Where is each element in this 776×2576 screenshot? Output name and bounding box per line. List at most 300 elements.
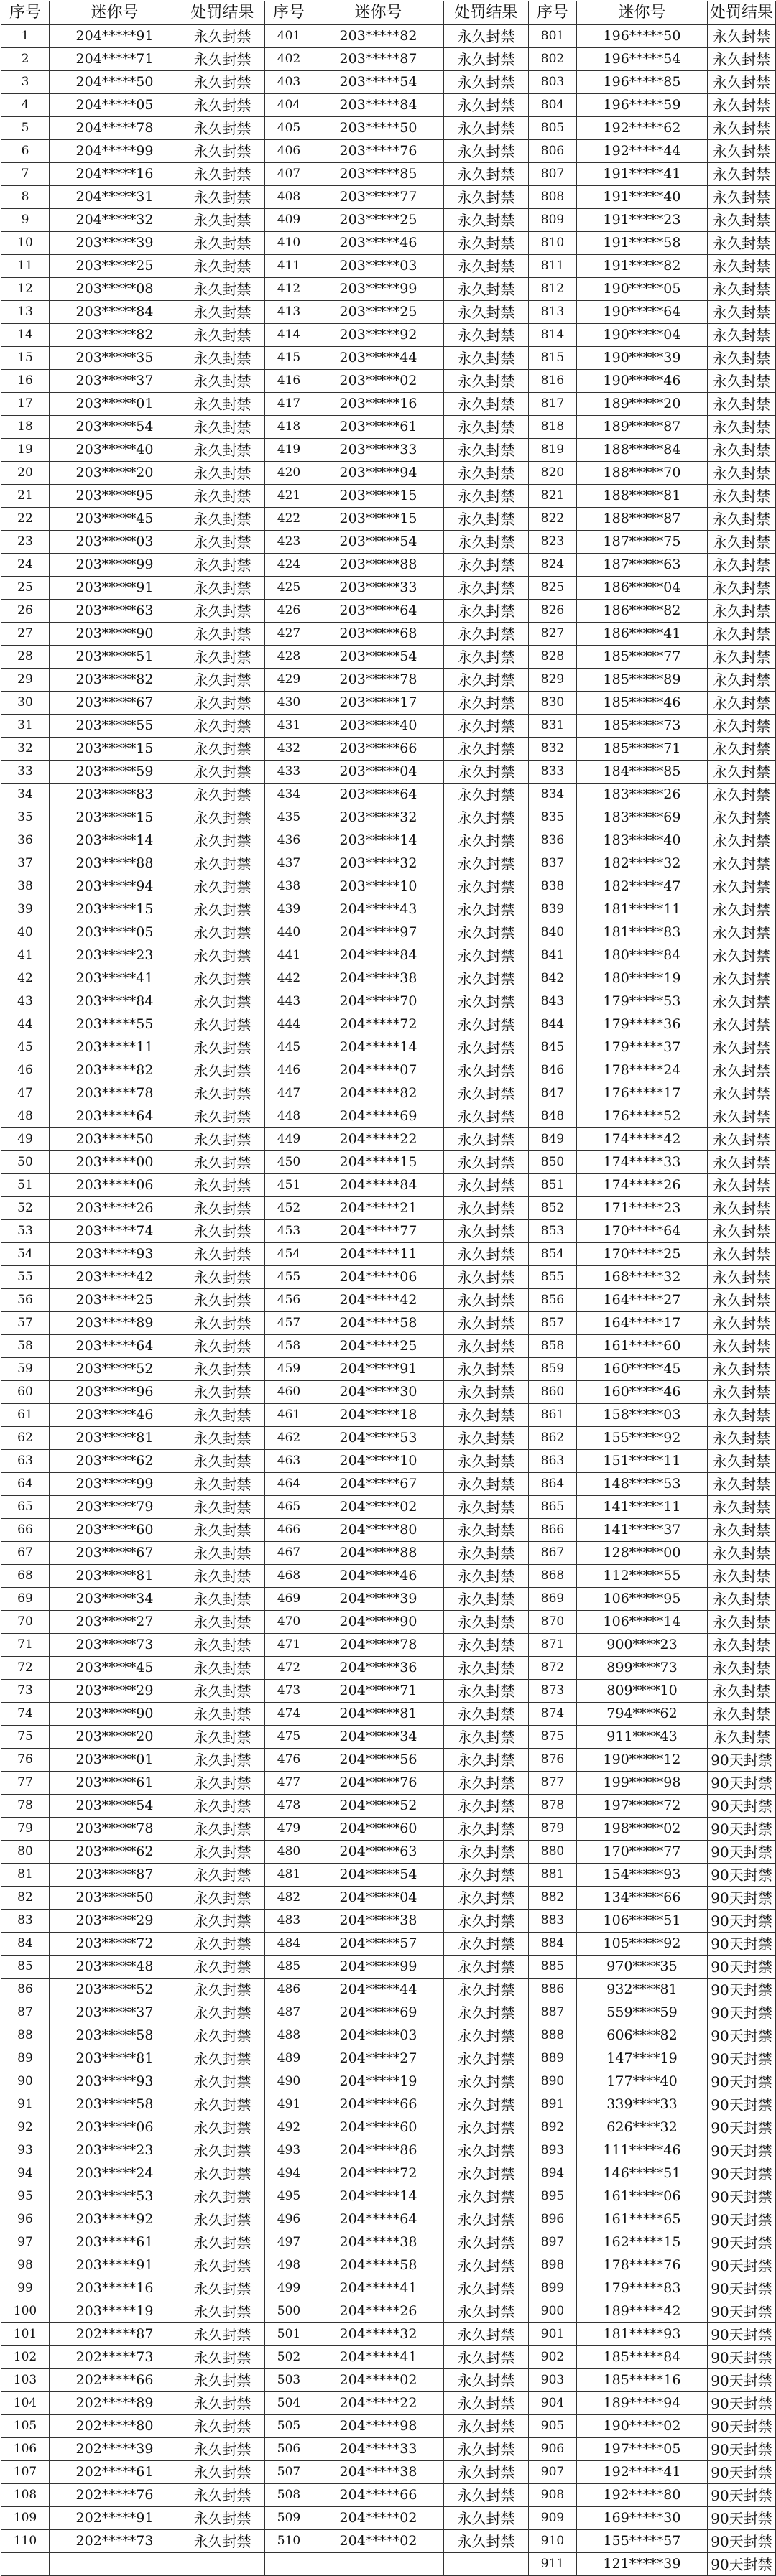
seq-cell: 461	[265, 1404, 313, 1427]
penalty-cell: 永久封禁	[180, 94, 265, 117]
mini-id-cell: 203*****35	[50, 347, 180, 370]
mini-id-cell: 204*****97	[313, 921, 444, 944]
mini-id-cell: 170*****25	[577, 1243, 708, 1266]
seq-cell: 16	[1, 370, 50, 393]
header-seq: 序号	[1, 1, 50, 25]
penalty-cell: 永久封禁	[444, 1013, 529, 1036]
mini-id-cell: 203*****06	[50, 1174, 180, 1197]
penalty-cell: 永久封禁	[444, 370, 529, 393]
table-row	[1, 25, 776, 48]
mini-id-cell: 203*****37	[50, 2001, 180, 2024]
penalty-cell: 永久封禁	[444, 48, 529, 71]
seq-cell: 859	[529, 1358, 577, 1381]
penalty-cell: 永久封禁	[708, 646, 776, 669]
penalty-cell: 永久封禁	[444, 944, 529, 967]
table-row	[1, 2024, 776, 2047]
seq-cell: 870	[529, 1611, 577, 1634]
penalty-cell: 永久封禁	[180, 2346, 265, 2369]
penalty-cell: 永久封禁	[180, 921, 265, 944]
penalty-cell: 永久封禁	[180, 485, 265, 508]
seq-cell: 833	[529, 761, 577, 784]
penalty-cell: 永久封禁	[444, 1910, 529, 1933]
mini-id-cell: 203*****61	[50, 2231, 180, 2254]
seq-cell: 844	[529, 1013, 577, 1036]
mini-id-cell: 203*****92	[50, 2208, 180, 2231]
mini-id-cell: 203*****25	[313, 301, 444, 324]
mini-id-cell: 203*****61	[50, 1772, 180, 1795]
mini-id-cell: 203*****32	[313, 852, 444, 875]
mini-id-cell: 203*****88	[313, 554, 444, 577]
seq-cell: 886	[529, 1979, 577, 2001]
mini-id-cell: 203*****05	[50, 921, 180, 944]
ban-list-body	[1, 25, 776, 2576]
mini-id-cell: 204*****88	[313, 1542, 444, 1565]
penalty-cell: 90天封禁	[708, 1749, 776, 1772]
seq-cell: 401	[265, 25, 313, 48]
seq-cell: 471	[265, 1634, 313, 1657]
mini-id-cell: 134*****66	[577, 1887, 708, 1910]
mini-id-cell: 204*****02	[313, 2369, 444, 2392]
mini-id-cell: 204*****66	[313, 2484, 444, 2507]
mini-id-cell: 176*****17	[577, 1082, 708, 1105]
mini-id-cell: 191*****23	[577, 209, 708, 232]
penalty-cell: 永久封禁	[180, 1082, 265, 1105]
seq-cell: 487	[265, 2001, 313, 2024]
table-row	[1, 71, 776, 94]
penalty-cell: 永久封禁	[180, 301, 265, 324]
penalty-cell: 永久封禁	[444, 2300, 529, 2323]
table-row	[1, 1105, 776, 1128]
mini-id-cell: 202*****39	[50, 2438, 180, 2461]
seq-cell: 432	[265, 738, 313, 761]
mini-id-cell	[50, 2553, 180, 2576]
seq-cell: 59	[1, 1358, 50, 1381]
mini-id-cell: 203*****27	[50, 1611, 180, 1634]
mini-id-cell: 185*****46	[577, 692, 708, 715]
mini-id-cell: 204*****42	[313, 1289, 444, 1312]
mini-id-cell: 160*****46	[577, 1381, 708, 1404]
penalty-cell: 永久封禁	[180, 2093, 265, 2116]
mini-id-cell: 203*****52	[50, 1358, 180, 1381]
seq-cell: 466	[265, 1519, 313, 1542]
penalty-cell: 永久封禁	[444, 2346, 529, 2369]
seq-cell: 53	[1, 1220, 50, 1243]
mini-id-cell: 203*****23	[50, 944, 180, 967]
seq-cell: 72	[1, 1657, 50, 1680]
mini-id-cell: 203*****84	[313, 94, 444, 117]
penalty-cell: 永久封禁	[180, 2185, 265, 2208]
penalty-cell: 永久封禁	[180, 669, 265, 692]
seq-cell: 847	[529, 1082, 577, 1105]
mini-id-cell: 204*****38	[313, 967, 444, 990]
mini-id-cell: 203*****93	[50, 2070, 180, 2093]
seq-cell: 852	[529, 1197, 577, 1220]
seq-cell: 483	[265, 1910, 313, 1933]
seq-cell: 842	[529, 967, 577, 990]
penalty-cell: 永久封禁	[180, 1726, 265, 1749]
mini-id-cell: 203*****40	[50, 439, 180, 462]
mini-id-cell: 204*****33	[313, 2438, 444, 2461]
table-row	[1, 1634, 776, 1657]
seq-cell: 453	[265, 1220, 313, 1243]
mini-id-cell: 155*****57	[577, 2530, 708, 2553]
penalty-cell: 永久封禁	[180, 2530, 265, 2553]
penalty-cell: 永久封禁	[708, 1680, 776, 1703]
penalty-cell: 90天封禁	[708, 1933, 776, 1956]
seq-cell: 32	[1, 738, 50, 761]
seq-cell: 410	[265, 232, 313, 255]
seq-cell: 107	[1, 2461, 50, 2484]
mini-id-cell: 203*****02	[313, 370, 444, 393]
mini-id-cell: 203*****19	[50, 2300, 180, 2323]
seq-cell: 446	[265, 1059, 313, 1082]
seq-cell: 826	[529, 600, 577, 623]
penalty-cell: 永久封禁	[444, 852, 529, 875]
mini-id-cell: 203*****76	[313, 140, 444, 163]
mini-id-cell: 161*****06	[577, 2185, 708, 2208]
mini-id-cell: 203*****11	[50, 1036, 180, 1059]
penalty-cell: 永久封禁	[444, 2024, 529, 2047]
mini-id-cell: 203*****01	[50, 1749, 180, 1772]
penalty-cell: 永久封禁	[444, 2093, 529, 2116]
mini-id-cell: 203*****00	[50, 1151, 180, 1174]
seq-cell: 830	[529, 692, 577, 715]
mini-id-cell: 191*****41	[577, 163, 708, 186]
penalty-cell: 永久封禁	[708, 508, 776, 531]
mini-id-cell: 203*****87	[50, 1864, 180, 1887]
penalty-cell: 永久封禁	[444, 2369, 529, 2392]
seq-cell: 874	[529, 1703, 577, 1726]
penalty-cell: 永久封禁	[180, 1772, 265, 1795]
seq-cell: 473	[265, 1680, 313, 1703]
table-row	[1, 140, 776, 163]
mini-id-cell: 203*****78	[50, 1818, 180, 1841]
mini-id-cell: 204*****06	[313, 1266, 444, 1289]
table-row	[1, 2277, 776, 2300]
penalty-cell: 永久封禁	[444, 1036, 529, 1059]
penalty-cell: 永久封禁	[180, 1036, 265, 1059]
seq-cell: 851	[529, 1174, 577, 1197]
mini-id-cell: 185*****84	[577, 2346, 708, 2369]
seq-cell: 841	[529, 944, 577, 967]
penalty-cell: 永久封禁	[708, 600, 776, 623]
penalty-cell: 永久封禁	[708, 967, 776, 990]
table-row	[1, 1381, 776, 1404]
mini-id-cell: 204*****36	[313, 1657, 444, 1680]
mini-id-cell: 204*****91	[313, 1358, 444, 1381]
seq-cell: 839	[529, 898, 577, 921]
penalty-cell: 永久封禁	[444, 554, 529, 577]
seq-cell: 89	[1, 2047, 50, 2070]
mini-id-cell: 174*****26	[577, 1174, 708, 1197]
mini-id-cell: 188*****87	[577, 508, 708, 531]
table-row	[1, 1404, 776, 1427]
seq-cell: 10	[1, 232, 50, 255]
penalty-cell: 永久封禁	[708, 416, 776, 439]
mini-id-cell: 189*****87	[577, 416, 708, 439]
table-row	[1, 2116, 776, 2139]
seq-cell: 893	[529, 2139, 577, 2162]
penalty-cell: 永久封禁	[708, 94, 776, 117]
seq-cell: 846	[529, 1059, 577, 1082]
mini-id-cell: 203*****52	[50, 1979, 180, 2001]
mini-id-cell: 187*****63	[577, 554, 708, 577]
seq-cell: 426	[265, 600, 313, 623]
seq-cell: 15	[1, 347, 50, 370]
table-row	[1, 1887, 776, 1910]
penalty-cell: 永久封禁	[708, 852, 776, 875]
table-row	[1, 1956, 776, 1979]
penalty-cell: 永久封禁	[444, 761, 529, 784]
mini-id-cell: 203*****45	[50, 1657, 180, 1680]
mini-id-cell: 203*****93	[50, 1243, 180, 1266]
mini-id-cell: 203*****58	[50, 2024, 180, 2047]
seq-cell: 481	[265, 1864, 313, 1887]
penalty-cell: 永久封禁	[180, 2231, 265, 2254]
penalty-cell: 永久封禁	[708, 1588, 776, 1611]
mini-id-cell: 204*****22	[313, 1128, 444, 1151]
mini-id-cell: 158*****03	[577, 1404, 708, 1427]
seq-cell: 444	[265, 1013, 313, 1036]
seq-cell: 435	[265, 806, 313, 829]
header-seq: 序号	[529, 1, 577, 25]
mini-id-cell: 204*****67	[313, 1473, 444, 1496]
mini-id-cell: 203*****15	[313, 508, 444, 531]
penalty-cell: 永久封禁	[708, 1335, 776, 1358]
mini-id-cell: 203*****42	[50, 1266, 180, 1289]
seq-cell: 458	[265, 1335, 313, 1358]
seq-cell: 827	[529, 623, 577, 646]
table-row	[1, 1220, 776, 1243]
mini-id-cell: 192*****44	[577, 140, 708, 163]
seq-cell: 869	[529, 1588, 577, 1611]
penalty-cell: 永久封禁	[444, 1358, 529, 1381]
seq-cell: 462	[265, 1427, 313, 1450]
mini-id-cell: 204*****76	[313, 1772, 444, 1795]
seq-cell: 454	[265, 1243, 313, 1266]
table-row	[1, 2415, 776, 2438]
penalty-cell: 永久封禁	[444, 967, 529, 990]
seq-cell: 803	[529, 71, 577, 94]
mini-id-cell: 204*****38	[313, 2461, 444, 2484]
seq-cell: 501	[265, 2323, 313, 2346]
mini-id-cell: 174*****42	[577, 1128, 708, 1151]
seq-cell: 70	[1, 1611, 50, 1634]
seq-cell: 416	[265, 370, 313, 393]
penalty-cell: 永久封禁	[444, 2415, 529, 2438]
penalty-cell: 永久封禁	[444, 1312, 529, 1335]
penalty-cell: 永久封禁	[180, 761, 265, 784]
mini-id-cell: 128*****00	[577, 1542, 708, 1565]
table-row	[1, 1289, 776, 1312]
mini-id-cell: 197*****05	[577, 2438, 708, 2461]
seq-cell: 891	[529, 2093, 577, 2116]
mini-id-cell: 203*****54	[50, 1795, 180, 1818]
penalty-cell: 永久封禁	[444, 2208, 529, 2231]
penalty-cell: 永久封禁	[708, 1151, 776, 1174]
penalty-cell: 90天封禁	[708, 2162, 776, 2185]
mini-id-cell: 111*****46	[577, 2139, 708, 2162]
header-seq: 序号	[265, 1, 313, 25]
penalty-cell: 永久封禁	[444, 600, 529, 623]
seq-cell: 55	[1, 1266, 50, 1289]
mini-id-cell: 203*****16	[50, 2277, 180, 2300]
penalty-cell: 永久封禁	[180, 967, 265, 990]
mini-id-cell: 204*****86	[313, 2139, 444, 2162]
table-row	[1, 2461, 776, 2484]
seq-cell: 427	[265, 623, 313, 646]
seq-cell: 884	[529, 1933, 577, 1956]
seq-cell: 43	[1, 990, 50, 1013]
seq-cell: 413	[265, 301, 313, 324]
seq-cell: 889	[529, 2047, 577, 2070]
mini-id-cell: 203*****90	[50, 1703, 180, 1726]
penalty-cell: 永久封禁	[444, 1289, 529, 1312]
seq-cell: 21	[1, 485, 50, 508]
seq-cell: 816	[529, 370, 577, 393]
seq-cell: 443	[265, 990, 313, 1013]
penalty-cell: 永久封禁	[180, 2323, 265, 2346]
header-penalty: 处罚结果	[708, 1, 776, 25]
seq-cell: 11	[1, 255, 50, 278]
table-row	[1, 1818, 776, 1841]
seq-cell: 22	[1, 508, 50, 531]
seq-cell: 504	[265, 2392, 313, 2415]
seq-cell: 493	[265, 2139, 313, 2162]
seq-cell: 468	[265, 1565, 313, 1588]
penalty-cell: 永久封禁	[180, 209, 265, 232]
mini-id-cell: 186*****04	[577, 577, 708, 600]
table-row	[1, 1726, 776, 1749]
penalty-cell: 永久封禁	[708, 1542, 776, 1565]
penalty-cell: 永久封禁	[708, 669, 776, 692]
mini-id-cell: 204*****22	[313, 2392, 444, 2415]
seq-cell: 20	[1, 462, 50, 485]
mini-id-cell: 203*****59	[50, 761, 180, 784]
seq-cell: 506	[265, 2438, 313, 2461]
penalty-cell: 永久封禁	[444, 2438, 529, 2461]
mini-id-cell: 190*****04	[577, 324, 708, 347]
seq-cell: 499	[265, 2277, 313, 2300]
seq-cell: 48	[1, 1105, 50, 1128]
ban-list-table	[1, 1, 776, 2576]
seq-cell: 845	[529, 1036, 577, 1059]
table-row	[1, 646, 776, 669]
penalty-cell: 90天封禁	[708, 2346, 776, 2369]
mini-id-cell: 203*****39	[50, 232, 180, 255]
penalty-cell: 永久封禁	[180, 1013, 265, 1036]
table-row	[1, 1772, 776, 1795]
seq-cell: 37	[1, 852, 50, 875]
mini-id-cell: 192*****62	[577, 117, 708, 140]
penalty-cell: 永久封禁	[444, 1128, 529, 1151]
penalty-cell: 永久封禁	[180, 163, 265, 186]
seq-cell: 857	[529, 1312, 577, 1335]
seq-cell: 802	[529, 48, 577, 71]
mini-id-cell: 181*****83	[577, 921, 708, 944]
penalty-cell: 永久封禁	[708, 1634, 776, 1657]
penalty-cell: 永久封禁	[180, 324, 265, 347]
mini-id-cell: 203*****99	[50, 1473, 180, 1496]
penalty-cell: 永久封禁	[180, 439, 265, 462]
table-row	[1, 1450, 776, 1473]
mini-id-cell: 204*****43	[313, 898, 444, 921]
penalty-cell: 永久封禁	[708, 439, 776, 462]
mini-id-cell: 204*****05	[50, 94, 180, 117]
mini-id-cell: 794****62	[577, 1703, 708, 1726]
penalty-cell: 永久封禁	[444, 117, 529, 140]
penalty-cell: 永久封禁	[708, 232, 776, 255]
penalty-cell: 永久封禁	[180, 692, 265, 715]
mini-id-cell: 203*****67	[50, 692, 180, 715]
table-row	[1, 1013, 776, 1036]
table-row	[1, 209, 776, 232]
table-row	[1, 255, 776, 278]
penalty-cell: 90天封禁	[708, 2300, 776, 2323]
penalty-cell: 永久封禁	[444, 1864, 529, 1887]
table-row	[1, 2553, 776, 2576]
seq-cell: 434	[265, 784, 313, 806]
penalty-cell: 90天封禁	[708, 2001, 776, 2024]
penalty-cell: 永久封禁	[444, 1703, 529, 1726]
mini-id-cell: 204*****38	[313, 2231, 444, 2254]
seq-cell: 94	[1, 2162, 50, 2185]
seq-cell: 66	[1, 1519, 50, 1542]
seq-cell: 815	[529, 347, 577, 370]
penalty-cell: 永久封禁	[444, 1151, 529, 1174]
mini-id-cell: 161*****60	[577, 1335, 708, 1358]
penalty-cell: 永久封禁	[180, 2001, 265, 2024]
mini-id-cell: 180*****84	[577, 944, 708, 967]
mini-id-cell: 202*****66	[50, 2369, 180, 2392]
seq-cell: 876	[529, 1749, 577, 1772]
penalty-cell: 永久封禁	[708, 393, 776, 416]
penalty-cell: 永久封禁	[180, 2116, 265, 2139]
mini-id-cell: 203*****54	[50, 416, 180, 439]
seq-cell: 109	[1, 2507, 50, 2530]
penalty-cell: 永久封禁	[444, 2277, 529, 2300]
penalty-cell: 永久封禁	[444, 1680, 529, 1703]
penalty-cell: 永久封禁	[180, 255, 265, 278]
seq-cell: 431	[265, 715, 313, 738]
penalty-cell: 永久封禁	[708, 829, 776, 852]
penalty-cell: 90天封禁	[708, 2231, 776, 2254]
mini-id-cell: 160*****45	[577, 1358, 708, 1381]
mini-id-cell: 204*****15	[313, 1151, 444, 1174]
mini-id-cell: 204*****70	[313, 990, 444, 1013]
penalty-cell: 永久封禁	[444, 347, 529, 370]
seq-cell: 452	[265, 1197, 313, 1220]
seq-cell: 818	[529, 416, 577, 439]
mini-id-cell: 204*****57	[313, 1933, 444, 1956]
table-row	[1, 1588, 776, 1611]
seq-cell: 106	[1, 2438, 50, 2461]
seq-cell: 76	[1, 1749, 50, 1772]
penalty-cell: 永久封禁	[180, 1289, 265, 1312]
mini-id-cell: 203*****23	[50, 2139, 180, 2162]
seq-cell: 497	[265, 2231, 313, 2254]
mini-id-cell: 182*****47	[577, 875, 708, 898]
table-row	[1, 163, 776, 186]
mini-id-cell: 203*****68	[313, 623, 444, 646]
mini-id-cell: 203*****79	[50, 1496, 180, 1519]
penalty-cell: 永久封禁	[180, 1979, 265, 2001]
table-row	[1, 715, 776, 738]
penalty-cell: 永久封禁	[444, 1335, 529, 1358]
seq-cell: 36	[1, 829, 50, 852]
mini-id-cell: 204*****32	[50, 209, 180, 232]
mini-id-cell: 146*****51	[577, 2162, 708, 2185]
